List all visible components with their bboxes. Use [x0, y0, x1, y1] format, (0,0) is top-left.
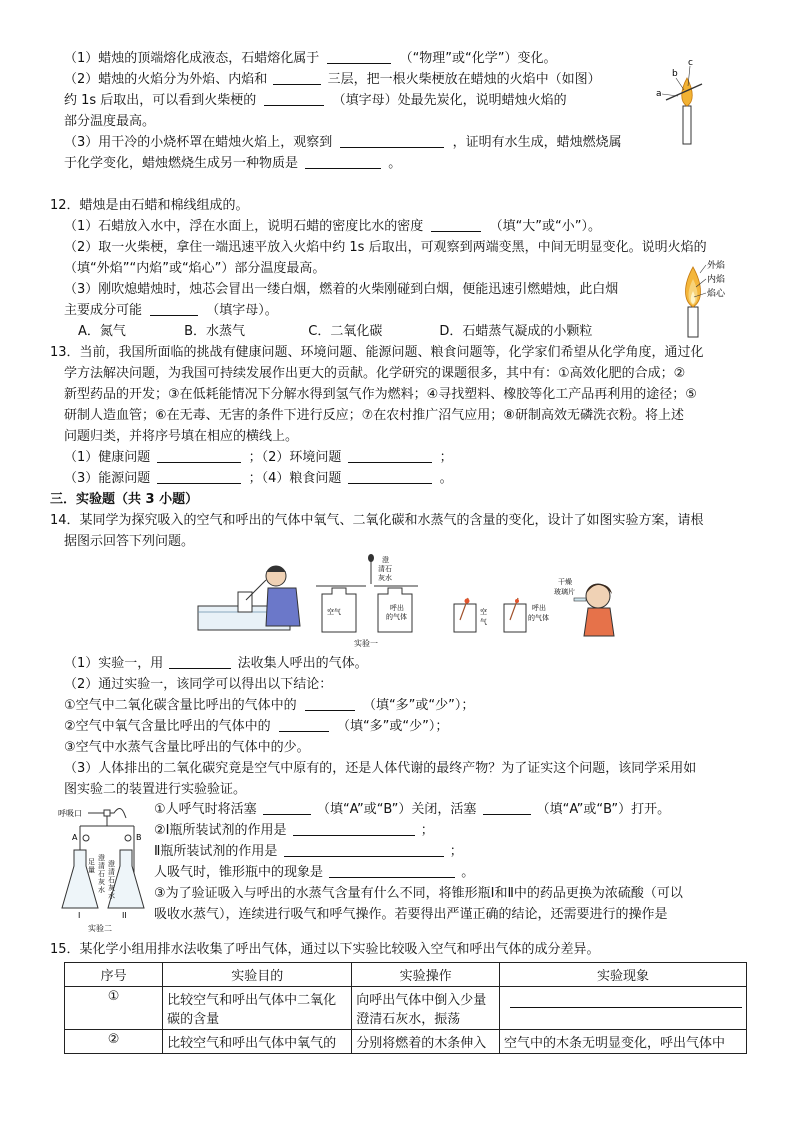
q13-line3: 新型药品的开发；③在低耗能情况下分解水得到氢气作为燃料；④寻找塑料、橡胶等化工产品再利用的途径；⑤ [64, 387, 697, 402]
answer-blank[interactable] [327, 49, 391, 64]
svg-text:实验二: 实验二 [88, 924, 112, 933]
svg-text:石: 石 [98, 870, 105, 878]
answer-blank[interactable] [273, 70, 321, 85]
row-no: ① [65, 987, 163, 1030]
answer-blank[interactable] [510, 993, 742, 1008]
svg-text:澄: 澄 [108, 860, 115, 868]
answer-blank[interactable] [293, 821, 415, 836]
option-b[interactable]: B．水蒸气 [184, 324, 246, 339]
collection-bottle [238, 592, 252, 612]
label-b: b [672, 69, 678, 79]
row-obs [500, 987, 747, 1030]
svg-text:干燥: 干燥 [558, 578, 572, 586]
q11-line1: （1）蜡烛的顶端熔化成液态，石蜡熔化属于 （“物理”或“化学”）变化。 [64, 51, 557, 66]
answer-blank[interactable] [348, 448, 432, 463]
row-goal: 比较空气和呼出气体中二氧化 碳的含量 [163, 987, 352, 1030]
q13-line2: 学方法解决问题，为我国可持续发展作出更大的贡献。化学研究的课题很多，其中有：①高效化肥的合成；② [64, 366, 686, 381]
row-goal: 比较空气和呼出气体中氧气的 [163, 1030, 352, 1054]
svg-text:足: 足 [88, 858, 95, 866]
answer-blank[interactable] [348, 469, 432, 484]
row-no: ② [65, 1030, 163, 1054]
svg-text:呼出: 呼出 [532, 604, 546, 612]
svg-text:空: 空 [480, 608, 487, 616]
answer-blank[interactable] [483, 800, 531, 815]
candle-body [688, 307, 698, 337]
section-heading: 三．实验题（共 3 小题） [50, 492, 199, 507]
option-a[interactable]: A．氮气 [78, 324, 126, 339]
svg-text:I: I [78, 911, 81, 920]
q12-line5: 主要成分可能 （填字母）。 [64, 303, 278, 318]
answer-blank[interactable] [305, 154, 381, 169]
pointer-b [676, 78, 684, 90]
svg-text:灰: 灰 [98, 878, 105, 886]
header-no: 序号 [65, 963, 163, 987]
answer-blank[interactable] [305, 696, 355, 711]
q13-row1: （1）健康问题 ；（2）环境问题 ； [64, 450, 453, 465]
q11-line2: （2）蜡烛的火焰分为外焰、内焰和 三层，把一根火柴梗放在蜡烛的火焰中（如图） [64, 72, 601, 87]
q11-line6: 于化学变化，蜡烛燃烧生成另一种物质是 。 [64, 156, 402, 171]
valve-a [83, 835, 89, 841]
q14-part3: Ⅱ瓶所装试剂的作用是 ； [154, 844, 463, 859]
option-c[interactable]: C．二氧化碳 [308, 324, 383, 339]
q11-line5: （3）用干冷的小烧杯罩在蜡烛火焰上，观察到 ，证明有水生成，蜡烛燃烧属 [64, 135, 622, 150]
svg-text:的气体: 的气体 [528, 614, 549, 622]
label-outer: 外焰 [707, 261, 726, 271]
q15-table [64, 962, 747, 1054]
q11-line4: 部分温度最高。 [64, 114, 156, 129]
svg-text:量: 量 [88, 866, 95, 874]
q14-conclusion3: ③空气中水蒸气含量比呼出的气体中的少。 [64, 740, 310, 755]
q13-line4: 研制人造血管；⑥在无毒、无害的条件下进行反应；⑦在农村推广沼气应用；⑧研制高效无磷洗衣粉。将上述 [64, 408, 684, 423]
answer-blank[interactable] [340, 133, 444, 148]
q11-line3: 约 1s 后取出，可以看到火柴梗的 （填字母）处最先炭化，说明蜡烛火焰的 [64, 93, 567, 108]
candle-body [683, 106, 691, 144]
table-row [65, 1030, 747, 1054]
experiment-one-figure [196, 554, 628, 650]
boy-body [266, 588, 300, 626]
q13-line1: 13．当前，我国所面临的挑战有健康问题、环境问题、能源问题、粮食问题等，化学家们希望从化学角度，通过化 [50, 345, 704, 360]
svg-text:呼出: 呼出 [390, 604, 404, 612]
q12-line3: （填“外焰”“内焰”或“焰心”）部分温度最高。 [64, 261, 326, 276]
svg-text:石: 石 [108, 876, 115, 884]
row-op: 分别将燃着的木条伸入 [352, 1030, 500, 1054]
table-header-row [65, 963, 747, 987]
answer-blank[interactable] [329, 863, 455, 878]
q12-line4: （3）刚吹熄蜡烛时，烛芯会冒出一缕白烟，燃着的火柴刚碰到白烟，便能迅速引燃蜡烛，此白烟 [64, 282, 619, 297]
svg-text:澄: 澄 [382, 556, 389, 564]
candle-flame-layers-figure [674, 257, 734, 339]
q14-line1: 14．某同学为探究吸入的空气和呼出的气体中氧气、二氧化碳和水蒸气的含量的变化，设计了如图实验方案，请根 [50, 513, 704, 528]
answer-blank[interactable] [157, 448, 241, 463]
svg-text:气: 气 [480, 618, 487, 626]
table-row [65, 987, 747, 1030]
svg-text:B: B [136, 833, 142, 842]
svg-text:清: 清 [108, 868, 115, 876]
answer-blank[interactable] [264, 91, 324, 106]
q14-line2: 据图示回答下列问题。 [64, 534, 195, 549]
q15-line1: 15．某化学小组用排水法收集了呼出气体，通过以下实验比较吸入空气和呼出气体的成分差异。 [50, 942, 600, 957]
label-a: a [656, 89, 662, 99]
glass-slide [574, 598, 586, 601]
q14-part2: ②Ⅰ瓶所装试剂的作用是 ； [154, 823, 434, 838]
svg-text:空气: 空气 [327, 608, 341, 616]
q14-sub2: （2）通过实验一，该同学可以得出以下结论： [64, 677, 333, 692]
blow-tube [246, 580, 266, 600]
label-c: c [688, 58, 693, 68]
answer-blank[interactable] [279, 717, 329, 732]
svg-text:II: II [122, 911, 127, 920]
q13-line5: 问题归类，并将序号填在相应的横线上。 [64, 429, 299, 444]
svg-text:玻璃片: 玻璃片 [554, 588, 575, 596]
answer-blank[interactable] [284, 842, 444, 857]
q12-line2: （2）取一火柴梗，拿住一端迅速平放入火焰中约 1s 后取出，可观察到两端变黑，中间无明显变化。说明火焰的 [64, 240, 707, 255]
beaker-air [454, 604, 476, 632]
q14-sub3-line2: 图实验二的装置进行实验验证。 [64, 782, 247, 797]
svg-text:澄: 澄 [98, 854, 105, 862]
svg-text:实验一: 实验一 [354, 639, 378, 648]
q14-sub3-line1: （3）人体排出的二氧化碳究竟是空气中原有的，还是人体代谢的最终产物？为了证实这个问题，该同学采用如 [64, 761, 697, 776]
answer-blank[interactable] [431, 217, 481, 232]
header-op: 实验操作 [352, 963, 500, 987]
option-d[interactable]: D．石蜡蒸气凝成的小颗粒 [439, 324, 593, 339]
row-obs: 空气中的木条无明显变化，呼出气体中 [500, 1030, 747, 1054]
q12-options [78, 322, 592, 342]
row-op: 向呼出气体中倒入少量 澄清石灰水，振荡 [352, 987, 500, 1030]
svg-text:清石: 清石 [378, 565, 392, 573]
q13-row2: （3）能源问题 ；（4）粮食问题 。 [64, 471, 453, 486]
svg-text:水: 水 [108, 892, 115, 900]
q14-part1: ①人呼气时将活塞 （填“A”或“B”）关闭，活塞 （填“A”或“B”）打开。 [154, 802, 671, 817]
q14-part4: 人吸气时，锥形瓶中的现象是 。 [154, 865, 475, 880]
svg-text:的气体: 的气体 [386, 613, 407, 621]
pointer-outer [700, 265, 706, 273]
q14-sub1: （1）实验一，用 法收集人呼出的气体。 [64, 656, 368, 671]
answer-blank[interactable] [157, 469, 241, 484]
label-inner: 内焰 [707, 275, 726, 285]
q14-conclusion2: ②空气中氧气含量比呼出的气体中的 （填“多”或“少”）； [64, 719, 449, 734]
label-core: 焰心 [707, 289, 726, 299]
answer-blank[interactable] [150, 301, 198, 316]
answer-blank[interactable] [263, 800, 311, 815]
answer-blank[interactable] [169, 654, 231, 669]
svg-text:清: 清 [98, 862, 105, 870]
mouthpiece-label: 呼吸口 [58, 809, 82, 818]
svg-text:灰: 灰 [108, 884, 115, 892]
experiment-two-figure [58, 804, 150, 934]
header-obs: 实验现象 [500, 963, 747, 987]
q14-part5-line2: 吸收水蒸气），连续进行吸气和呼气操作。若要得出严谨正确的结论，还需要进行的操作是 [154, 907, 668, 922]
svg-text:水: 水 [98, 886, 105, 894]
valve-b [125, 835, 131, 841]
girl-body [584, 608, 614, 636]
q14-part5-line1: ③为了验证吸入与呼出的水蒸气含量有什么不同，将锥形瓶Ⅰ和Ⅱ中的药品更换为浓硫酸（可以 [154, 886, 683, 901]
svg-text:灰水: 灰水 [378, 574, 392, 582]
q14-conclusion1: ①空气中二氧化碳含量比呼出的气体中的 （填“多”或“少”）； [64, 698, 475, 713]
q12-title: 12．蜡烛是由石蜡和棉线组成的。 [50, 198, 249, 213]
tube-top [110, 809, 126, 819]
q12-line1: （1）石蜡放入水中，浮在水面上，说明石蜡的密度比水的密度 （填“大”或“小”）。 [64, 219, 602, 234]
candle-matchstick-figure [652, 56, 708, 148]
beaker-exhaled [504, 604, 526, 632]
header-goal: 实验目的 [163, 963, 352, 987]
svg-text:A: A [72, 833, 78, 842]
